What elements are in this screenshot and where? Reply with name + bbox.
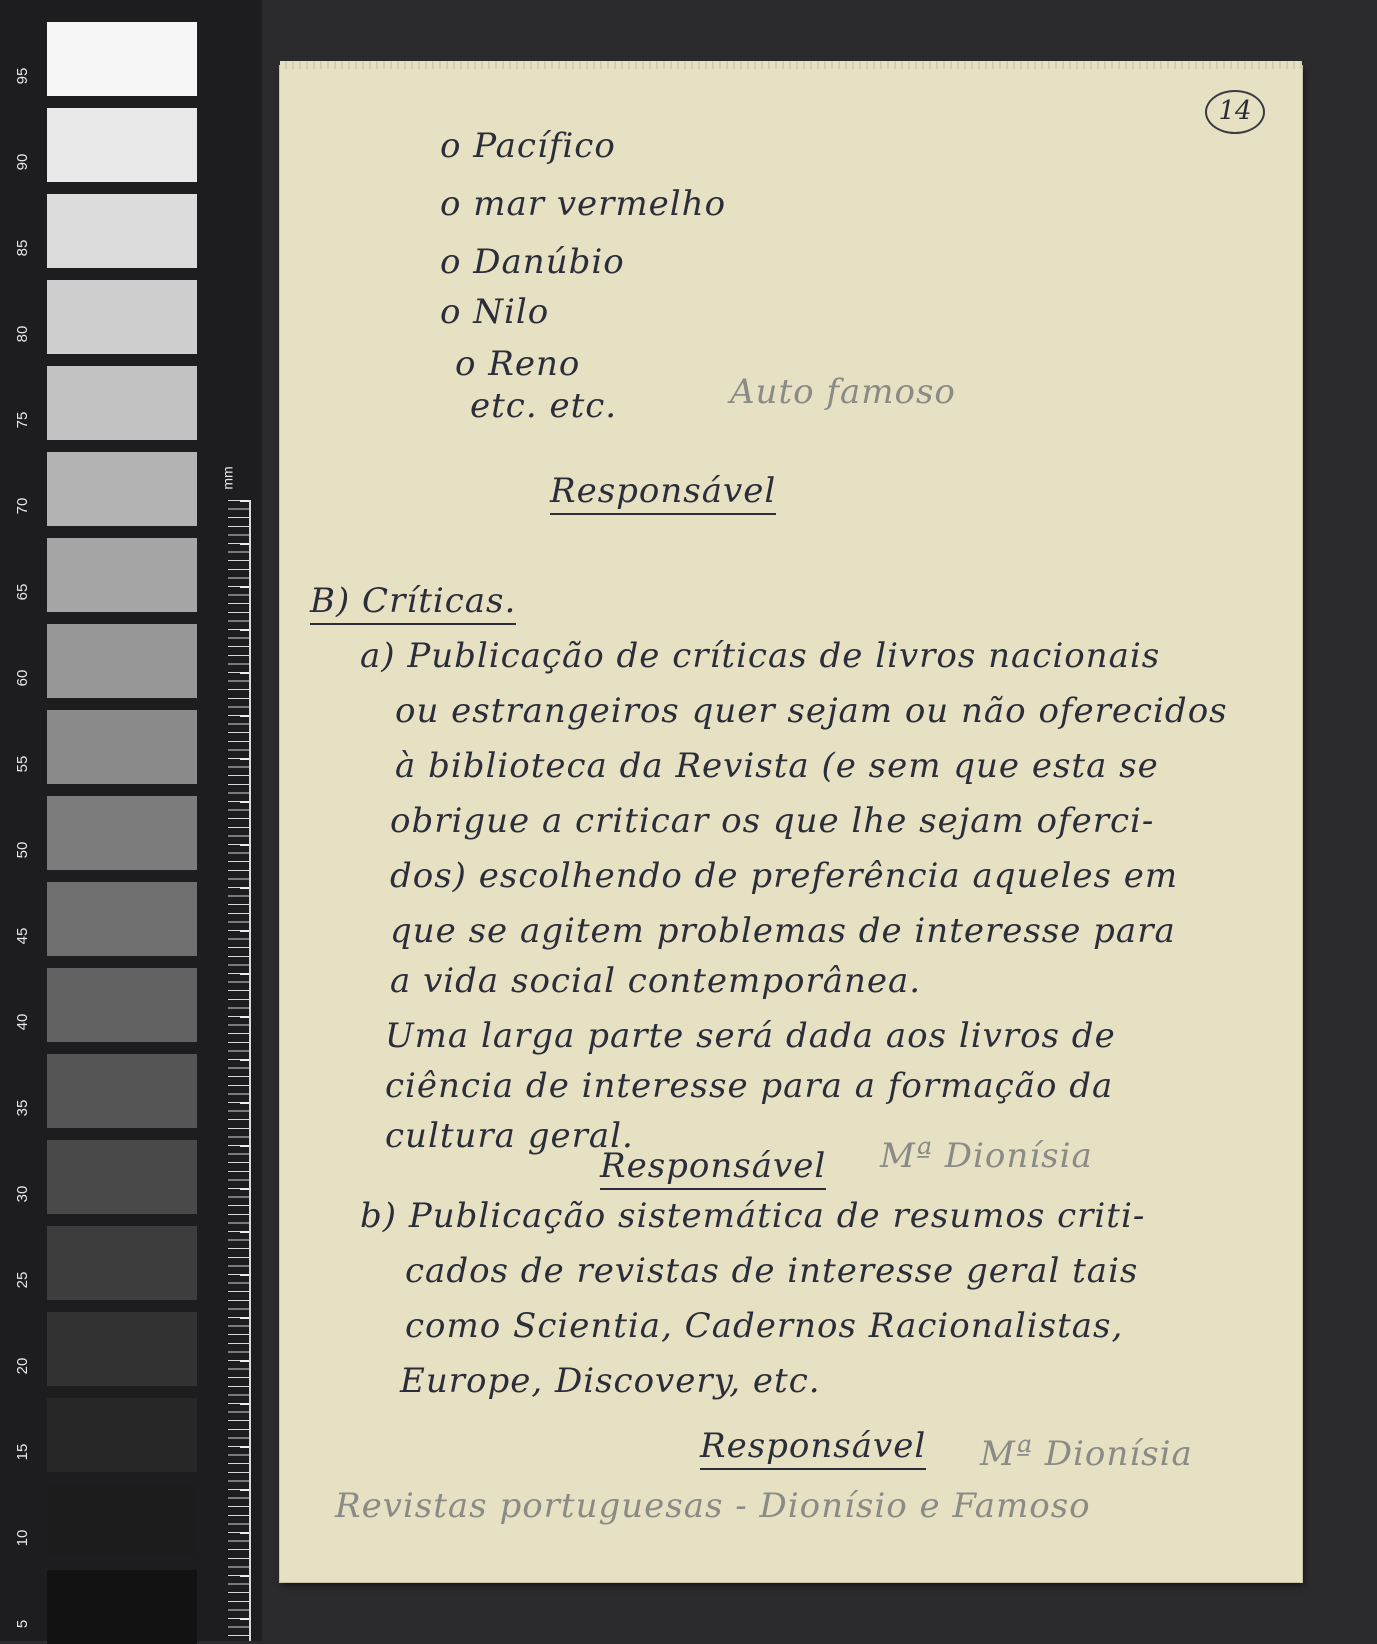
text-line: como Scientia, Cadernos Racionalistas, bbox=[405, 1306, 1124, 1346]
scale-number: 65 bbox=[14, 583, 31, 601]
list-item: o Pacífico bbox=[440, 126, 616, 166]
scale-number: 90 bbox=[14, 153, 31, 171]
gray-swatch bbox=[47, 108, 197, 182]
ruler-unit-label: mm bbox=[219, 466, 236, 490]
gray-swatch bbox=[47, 280, 197, 354]
responsible-label: Responsável bbox=[550, 471, 776, 515]
gray-swatch bbox=[47, 882, 197, 956]
text-line: a vida social contemporânea. bbox=[390, 961, 922, 1001]
scale-numbers bbox=[0, 0, 46, 1641]
gray-swatch bbox=[47, 1398, 197, 1472]
scale-number: 45 bbox=[14, 927, 31, 945]
gray-swatch bbox=[47, 796, 197, 870]
gray-swatch bbox=[47, 22, 197, 96]
scale-number: 85 bbox=[14, 239, 31, 257]
text-line: obrigue a criticar os que lhe sejam oferci- bbox=[390, 801, 1155, 841]
gray-swatch bbox=[47, 1054, 197, 1128]
gray-swatch bbox=[47, 452, 197, 526]
text-line: a) Publicação de críticas de livros nacionais bbox=[360, 636, 1161, 676]
responsible-label: Responsável bbox=[600, 1146, 826, 1190]
gray-swatch bbox=[47, 1226, 197, 1300]
gray-swatch bbox=[47, 538, 197, 612]
pencil-note: Auto famoso bbox=[730, 372, 956, 412]
responsible-label: Responsável bbox=[700, 1426, 926, 1470]
scale-number: 75 bbox=[14, 411, 31, 429]
text-line: b) Publicação sistemática de resumos criti- bbox=[360, 1196, 1146, 1236]
scale-number: 25 bbox=[14, 1271, 31, 1289]
gray-swatch bbox=[47, 710, 197, 784]
text-line: ciência de interesse para a formação da bbox=[385, 1066, 1114, 1106]
scale-number: 15 bbox=[14, 1443, 31, 1461]
scale-number: 80 bbox=[14, 325, 31, 343]
pencil-note: Revistas portuguesas - Dionísio e Famoso bbox=[335, 1486, 1091, 1526]
gray-swatch bbox=[47, 968, 197, 1042]
gray-swatch bbox=[47, 1140, 197, 1214]
scale-number: 50 bbox=[14, 841, 31, 859]
scale-number: 5 bbox=[14, 1619, 31, 1629]
scale-number: 35 bbox=[14, 1099, 31, 1117]
list-item: o Nilo bbox=[440, 292, 550, 332]
text-line: Uma larga parte será dada aos livros de bbox=[385, 1016, 1116, 1056]
manuscript-page bbox=[280, 66, 1302, 1582]
text-line: que se agitem problemas de interesse para bbox=[390, 911, 1176, 951]
text-line: cados de revistas de interesse geral tais bbox=[405, 1251, 1139, 1291]
text-line: ou estrangeiros quer sejam ou não oferecidos bbox=[395, 691, 1228, 731]
gray-swatch bbox=[47, 1484, 197, 1558]
list-item: etc. etc. bbox=[470, 386, 618, 426]
text-line: dos) escolhendo de preferência aqueles em bbox=[390, 856, 1179, 896]
mm-ruler-edge bbox=[249, 500, 251, 1641]
gray-swatch bbox=[47, 624, 197, 698]
text-line: à biblioteca da Revista (e sem que esta se bbox=[395, 746, 1159, 786]
gray-swatch bbox=[47, 194, 197, 268]
scale-number: 40 bbox=[14, 1013, 31, 1031]
scale-number: 60 bbox=[14, 669, 31, 687]
responsible-name: Mª Dionísia bbox=[880, 1136, 1093, 1176]
gray-swatch bbox=[47, 1312, 197, 1386]
list-item: o mar vermelho bbox=[440, 184, 727, 224]
section-heading: B) Críticas. bbox=[310, 581, 516, 625]
text-line: cultura geral. bbox=[385, 1116, 634, 1156]
gray-swatch bbox=[47, 366, 197, 440]
scale-number: 70 bbox=[14, 497, 31, 515]
page-number: 14 bbox=[1205, 90, 1265, 134]
text-line: Europe, Discovery, etc. bbox=[400, 1361, 821, 1401]
scale-number: 95 bbox=[14, 67, 31, 85]
color-calibration-target bbox=[0, 0, 262, 1641]
list-item: o Reno bbox=[455, 344, 581, 384]
scale-number: 55 bbox=[14, 755, 31, 773]
list-item: o Danúbio bbox=[440, 242, 625, 282]
scale-number: 10 bbox=[14, 1529, 31, 1547]
scale-number: 30 bbox=[14, 1185, 31, 1203]
responsible-name: Mª Dionísia bbox=[980, 1434, 1193, 1474]
scale-number: 20 bbox=[14, 1357, 31, 1375]
gray-swatch bbox=[47, 1570, 197, 1644]
